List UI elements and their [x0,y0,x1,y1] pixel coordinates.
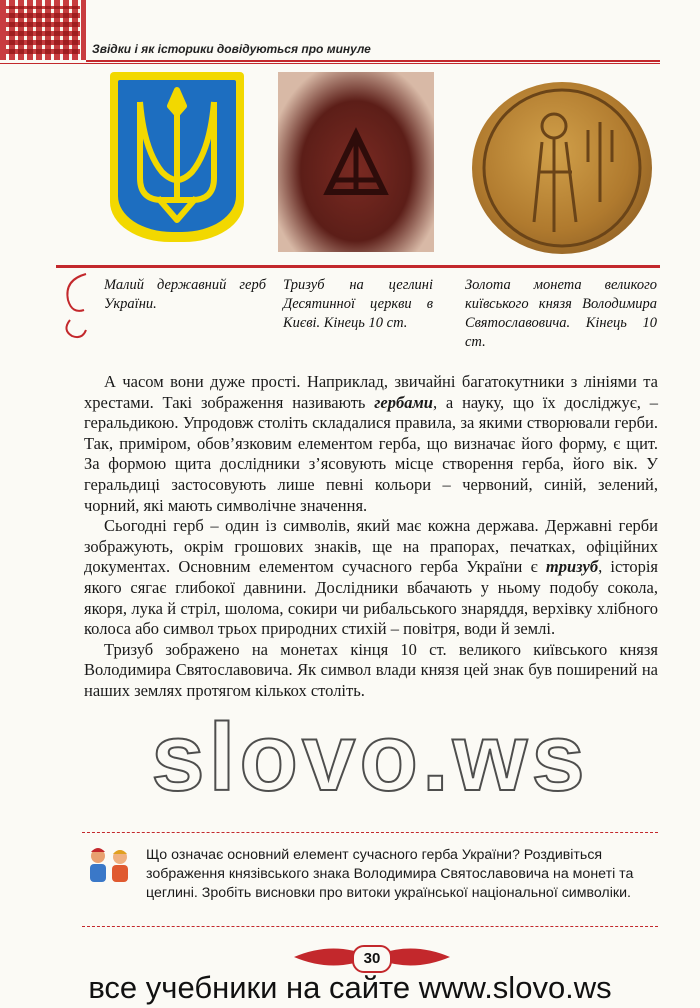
watermark: slovo.ws [151,704,589,811]
term-herbs: гербами [374,392,433,412]
swirl-ornament-icon [58,270,92,340]
header-rule [86,60,660,62]
caption-rule [56,265,660,268]
children-icon [84,846,136,886]
caption-brick: Тризуб на цеглині Десятинної церкви в Києві. Кінець 10 ст. [283,277,433,331]
gold-coin-image [472,82,652,254]
corner-ornament [0,0,86,60]
paragraph-1: А часом вони дуже прості. Наприклад, звичайні багатокутники з лініями та хрестами. Такі зображення називають гербами, а науку, що їх досліджує, – геральдикою. Упродовж століть складалися правила, за якими створювали герби. Так, приміром, обов’язковим елементом герба, що визначає його форму, є щит. За формою щита дослідники з’ясовують місце створення герба, його вік. У геральдиці застосовують лише певні кольори – червоний, синій, зелений, чорний, які мають символічне значення. [84,372,658,515]
caption-coat-of-arms: Малий державний герб України. [104,277,266,312]
footer-site-banner: все учебники на сайте www.slovo.ws [88,970,612,1005]
caption-coin: Золота монета великого київського князя Володимира Святославовича. Кінець 10 ст. [465,277,657,350]
brick-trident-icon [278,72,434,252]
trident-icon [118,80,236,230]
term-trident: тризуб [545,557,599,577]
page-number: 30 [352,945,392,973]
coin-figure-icon [472,82,652,254]
header-title: Звідки і як історики довідуються про минуле [92,42,371,56]
paragraph-3: Тризуб зображено на монетах кінця 10 ст. великого київського князя Володимира Святославовича. Як символ влади князя цей знак був поширений на наших землях протягом кількох століть. [84,639,658,700]
task-text: Що означає основний елемент сучасного герба України? Роздивіться зображення князівського знака Володимира Святославовича на монеті та цеглині. Зробіть висновки про витоки української національної символіки. [146,847,634,901]
coat-of-arms-image [110,72,244,242]
brick-trident-image [278,72,434,252]
task-divider-top [82,832,658,833]
paragraph-2: Сьогодні герб – один із символів, який має кожна держава. Державні герби зображують, окрім грошових знаків, ще на прапорах, печатках, офіційних документах. Основним елементом сучасного герба України є тризуб, історія якого сягає глибокої давнини. Дослідники вбачають у ньому подобу сокола, якоря, лука й стріл, шолома, сокири чи рибальського знаряддя, верхівку хлібного колоса або символ трьох природних стихій – повітря, води й землі. [84,516,659,639]
task-divider-bottom [82,926,658,927]
main-text [84,372,658,702]
header-rule-thin [0,63,660,64]
